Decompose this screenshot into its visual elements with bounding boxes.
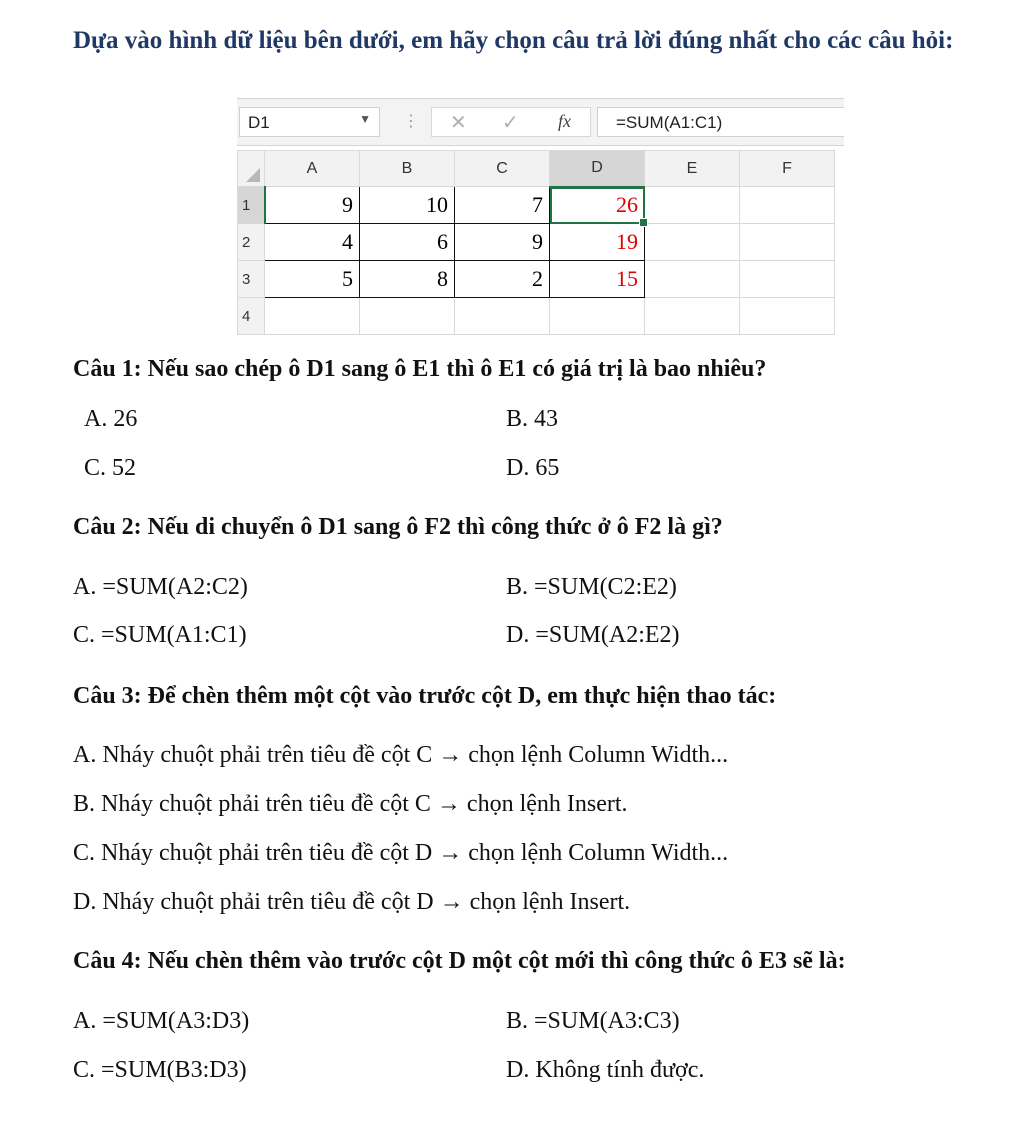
question-2: Câu 2: Nếu di chuyển ô D1 sang ô F2 thì công thức ở ô F2 là gì? bbox=[73, 514, 723, 540]
formula-buttons bbox=[431, 107, 591, 137]
cell-e4[interactable] bbox=[645, 298, 740, 335]
select-all-corner[interactable] bbox=[238, 151, 265, 187]
option-2-c[interactable]: C. =SUM(A1:C1) bbox=[73, 622, 247, 648]
cancel-icon[interactable]: ✕ bbox=[450, 112, 467, 134]
option-1-d[interactable]: D. 65 bbox=[506, 455, 560, 481]
enter-check-icon[interactable]: ✓ bbox=[502, 112, 519, 134]
formula-input[interactable] bbox=[597, 107, 844, 137]
column-header-b[interactable]: B bbox=[360, 151, 455, 187]
cell-c3[interactable]: 2 bbox=[455, 261, 550, 298]
cell-a4[interactable] bbox=[265, 298, 360, 335]
cell-f2[interactable] bbox=[740, 224, 835, 261]
cell-d2[interactable]: 19 bbox=[550, 224, 645, 261]
spreadsheet-image bbox=[237, 98, 844, 338]
cell-f3[interactable] bbox=[740, 261, 835, 298]
question-4: Câu 4: Nếu chèn thêm vào trước cột D một cột mới thì công thức ô E3 sẽ là: bbox=[73, 948, 846, 974]
cell-f1[interactable] bbox=[740, 187, 835, 224]
cell-b4[interactable] bbox=[360, 298, 455, 335]
question-3: Câu 3: Để chèn thêm một cột vào trước cột D, em thực hiện thao tác: bbox=[73, 683, 777, 709]
question-1: Câu 1: Nếu sao chép ô D1 sang ô E1 thì ô E1 có giá trị là bao nhiêu? bbox=[73, 356, 767, 382]
cell-c1[interactable]: 7 bbox=[455, 187, 550, 224]
fill-handle[interactable] bbox=[639, 218, 648, 227]
option-1-c[interactable]: C. 52 bbox=[84, 455, 137, 481]
insert-function-icon[interactable]: fx bbox=[558, 111, 571, 131]
option-3-b[interactable]: B. Nháy chuột phải trên tiêu đề cột C → chọn lệnh Insert. bbox=[73, 791, 628, 817]
option-4-b[interactable]: B. =SUM(A3:C3) bbox=[506, 1008, 680, 1034]
cell-a1[interactable]: 9 bbox=[265, 187, 360, 224]
cell-c4[interactable] bbox=[455, 298, 550, 335]
select-all-triangle-icon[interactable] bbox=[246, 168, 260, 182]
option-2-b[interactable]: B. =SUM(C2:E2) bbox=[506, 574, 677, 600]
column-header-f[interactable]: F bbox=[740, 151, 835, 187]
cell-a2[interactable]: 4 bbox=[265, 224, 360, 261]
dropdown-arrow-icon[interactable]: ▼ bbox=[359, 112, 371, 126]
cell-c2[interactable]: 9 bbox=[455, 224, 550, 261]
cell-d3[interactable]: 15 bbox=[550, 261, 645, 298]
option-2-d[interactable]: D. =SUM(A2:E2) bbox=[506, 622, 680, 648]
option-3-c[interactable]: C. Nháy chuột phải trên tiêu đề cột D → chọn lệnh Column Width... bbox=[73, 840, 729, 866]
row-header-2[interactable]: 2 bbox=[238, 224, 265, 261]
instruction-text: Dựa vào hình dữ liệu bên dưới, em hãy chọn câu trả lời đúng nhất cho các câu hỏi: bbox=[73, 27, 954, 54]
column-header-d[interactable]: D bbox=[550, 151, 645, 187]
cell-b1[interactable]: 10 bbox=[360, 187, 455, 224]
name-box[interactable] bbox=[239, 107, 380, 137]
cell-d4[interactable] bbox=[550, 298, 645, 335]
option-3-a[interactable]: A. Nháy chuột phải trên tiêu đề cột C → chọn lệnh Column Width... bbox=[73, 742, 729, 768]
grip-dots-icon: ⋮ bbox=[403, 113, 419, 130]
cell-e2[interactable] bbox=[645, 224, 740, 261]
formula-text: =SUM(A1:C1) bbox=[616, 113, 723, 132]
cell-e3[interactable] bbox=[645, 261, 740, 298]
row-header-4[interactable]: 4 bbox=[238, 298, 265, 335]
column-header-a[interactable]: A bbox=[265, 151, 360, 187]
cell-a3[interactable]: 5 bbox=[265, 261, 360, 298]
name-box-value: D1 bbox=[248, 113, 270, 132]
row-header-3[interactable]: 3 bbox=[238, 261, 265, 298]
option-4-d[interactable]: D. Không tính được. bbox=[506, 1057, 705, 1083]
row-header-1[interactable]: 1 bbox=[238, 187, 265, 224]
column-header-c[interactable]: C bbox=[455, 151, 550, 187]
cell-d1-value: 26 bbox=[616, 192, 638, 218]
option-2-a[interactable]: A. =SUM(A2:C2) bbox=[73, 574, 248, 600]
cell-b2[interactable]: 6 bbox=[360, 224, 455, 261]
option-1-a[interactable]: A. 26 bbox=[84, 406, 138, 432]
cell-e1[interactable] bbox=[645, 187, 740, 224]
cell-b3[interactable]: 8 bbox=[360, 261, 455, 298]
option-4-c[interactable]: C. =SUM(B3:D3) bbox=[73, 1057, 247, 1083]
column-header-e[interactable]: E bbox=[645, 151, 740, 187]
cell-grid bbox=[237, 150, 835, 335]
formula-bar bbox=[237, 98, 844, 146]
option-1-b[interactable]: B. 43 bbox=[506, 406, 559, 432]
option-4-a[interactable]: A. =SUM(A3:D3) bbox=[73, 1008, 250, 1034]
cell-f4[interactable] bbox=[740, 298, 835, 335]
cell-d1[interactable] bbox=[550, 187, 645, 224]
option-3-d[interactable]: D. Nháy chuột phải trên tiêu đề cột D → chọn lệnh Insert. bbox=[73, 889, 631, 915]
